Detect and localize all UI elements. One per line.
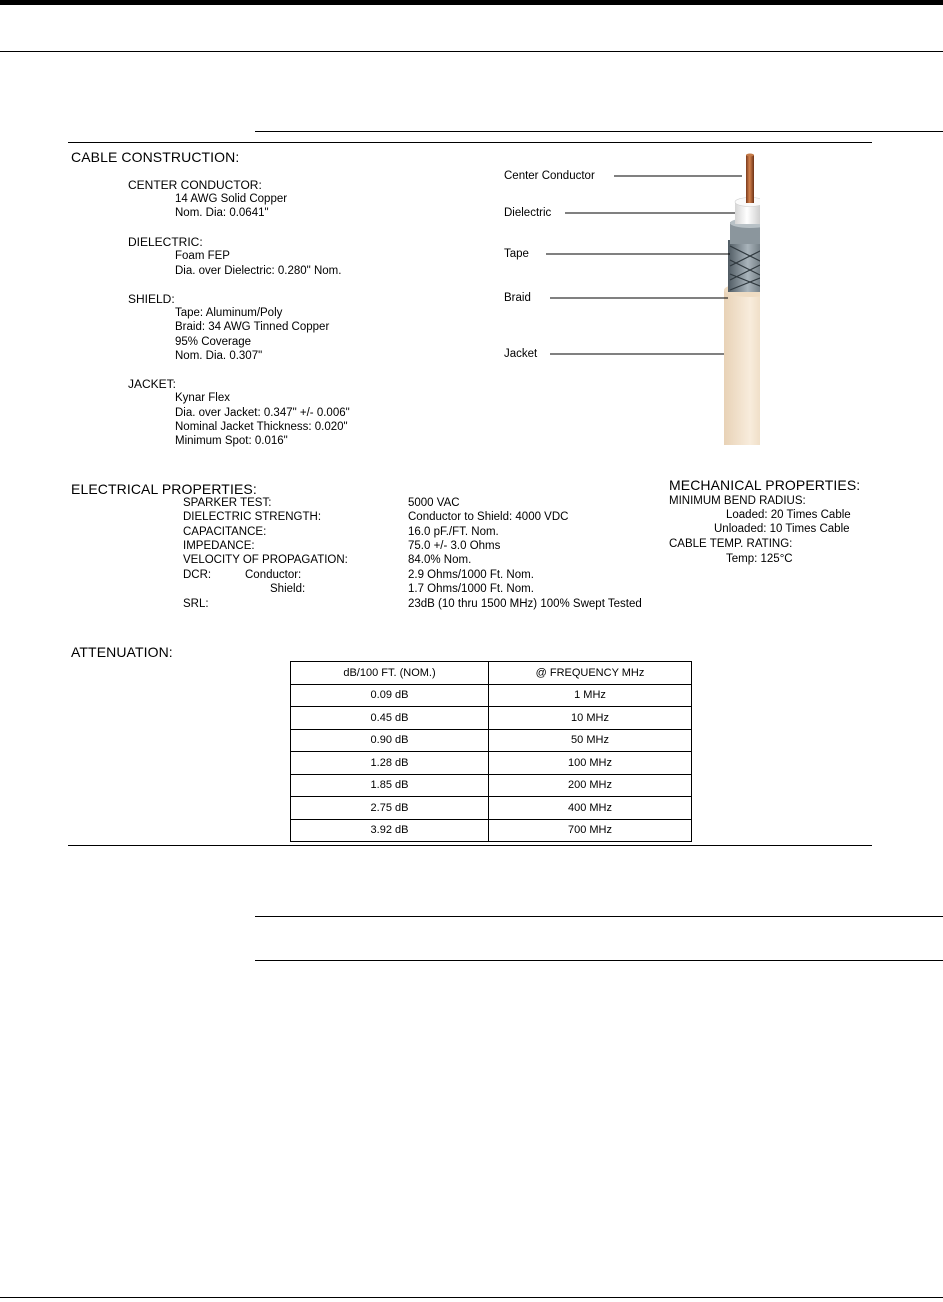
electrical-properties-title: ELECTRICAL PROPERTIES: bbox=[71, 481, 257, 497]
dielectric-line: Foam FEP bbox=[175, 250, 230, 262]
spec-box-bottom-rule bbox=[68, 845, 872, 846]
table-row bbox=[291, 797, 692, 820]
attenuation-table bbox=[290, 661, 692, 842]
spec-top-rule bbox=[255, 131, 943, 132]
srl-value: 23dB (10 thru 1500 MHz) 100% Swept Tested bbox=[408, 598, 642, 610]
electrical-label: SPARKER TEST: bbox=[183, 497, 272, 509]
temp-rating-value: Temp: 125°C bbox=[726, 553, 793, 565]
table-header-row bbox=[291, 662, 692, 685]
conductor-tip bbox=[746, 154, 754, 157]
jacket-line: Kynar Flex bbox=[175, 392, 230, 404]
frequency-cell: 50 MHz bbox=[489, 729, 692, 752]
electrical-label: VELOCITY OF PROPAGATION: bbox=[183, 554, 348, 566]
blank-box-bottom-rule bbox=[255, 960, 943, 961]
jacket-line: Dia. over Jacket: 0.347" +/- 0.006" bbox=[175, 407, 350, 419]
conductor-layer bbox=[746, 155, 754, 203]
electrical-value: 5000 VAC bbox=[408, 497, 460, 509]
electrical-label: CAPACITANCE: bbox=[183, 526, 267, 538]
frequency-cell: 200 MHz bbox=[489, 774, 692, 797]
cable-construction-title: CABLE CONSTRUCTION: bbox=[71, 149, 240, 165]
header-rule bbox=[0, 51, 943, 52]
column-header: @ FREQUENCY MHz bbox=[489, 662, 692, 685]
electrical-label: IMPEDANCE: bbox=[183, 540, 255, 552]
dcr-shield-label: Shield: bbox=[270, 583, 306, 595]
center-conductor-line: 14 AWG Solid Copper bbox=[175, 193, 288, 205]
attenuation-cell: 2.75 dB bbox=[291, 797, 489, 820]
attenuation-cell: 0.09 dB bbox=[291, 684, 489, 707]
table-row bbox=[291, 774, 692, 797]
top-bar bbox=[0, 0, 943, 5]
frequency-cell: 10 MHz bbox=[489, 707, 692, 730]
table-row bbox=[291, 684, 692, 707]
jacket-line: Nominal Jacket Thickness: 0.020" bbox=[175, 421, 348, 433]
shield-line: Tape: Aluminum/Poly bbox=[175, 307, 283, 319]
mechanical-properties-title: MECHANICAL PROPERTIES: bbox=[669, 477, 861, 493]
table-row bbox=[291, 729, 692, 752]
label-jacket: Jacket bbox=[504, 348, 538, 360]
table-row bbox=[291, 752, 692, 775]
electrical-value: Conductor to Shield: 4000 VDC bbox=[408, 511, 569, 523]
jacket-heading: JACKET: bbox=[128, 377, 177, 391]
label-tape: Tape bbox=[504, 248, 529, 260]
attenuation-cell: 0.90 dB bbox=[291, 729, 489, 752]
electrical-value: 16.0 pF./FT. Nom. bbox=[408, 526, 499, 538]
label-center-conductor: Center Conductor bbox=[504, 170, 595, 182]
temp-rating-heading: CABLE TEMP. RATING: bbox=[669, 538, 793, 550]
attenuation-cell: 3.92 dB bbox=[291, 819, 489, 842]
frequency-cell: 700 MHz bbox=[489, 819, 692, 842]
shield-line: Braid: 34 AWG Tinned Copper bbox=[175, 321, 330, 333]
frequency-cell: 100 MHz bbox=[489, 752, 692, 775]
electrical-label: DIELECTRIC STRENGTH: bbox=[183, 511, 322, 523]
center-conductor-line: Nom. Dia: 0.0641" bbox=[175, 207, 269, 219]
attenuation-cell: 1.85 dB bbox=[291, 774, 489, 797]
dcr-shield-value: 1.7 Ohms/1000 Ft. Nom. bbox=[408, 583, 534, 595]
electrical-value: 84.0% Nom. bbox=[408, 554, 472, 566]
jacket-line: Minimum Spot: 0.016" bbox=[175, 435, 288, 447]
electrical-value: 75.0 +/- 3.0 Ohms bbox=[408, 540, 501, 552]
attenuation-cell: 1.28 dB bbox=[291, 752, 489, 775]
jacket-layer bbox=[724, 290, 760, 445]
frequency-cell: 1 MHz bbox=[489, 684, 692, 707]
attenuation-title: ATTENUATION: bbox=[71, 644, 173, 660]
bend-radius-heading: MINIMUM BEND RADIUS: bbox=[669, 495, 806, 507]
dcr-conductor-value: 2.9 Ohms/1000 Ft. Nom. bbox=[408, 569, 534, 581]
attenuation-cell: 0.45 dB bbox=[291, 707, 489, 730]
column-header: dB/100 FT. (NOM.) bbox=[291, 662, 489, 685]
frequency-cell: 400 MHz bbox=[489, 797, 692, 820]
dielectric-heading: DIELECTRIC: bbox=[128, 235, 203, 249]
spec-box-top-rule bbox=[68, 142, 872, 143]
label-braid: Braid bbox=[504, 292, 531, 304]
footer-rule bbox=[0, 1297, 943, 1298]
shield-line: Nom. Dia. 0.307" bbox=[175, 350, 263, 362]
bend-radius-unloaded: Unloaded: 10 Times Cable bbox=[714, 523, 850, 535]
dcr-label: DCR: bbox=[183, 569, 212, 581]
cable-diagram bbox=[490, 150, 760, 445]
blank-box-top-rule bbox=[255, 916, 943, 917]
label-dielectric: Dielectric bbox=[504, 207, 552, 219]
dcr-conductor-label: Conductor: bbox=[245, 569, 302, 581]
table-row bbox=[291, 707, 692, 730]
bend-radius-loaded: Loaded: 20 Times Cable bbox=[726, 509, 851, 521]
shield-line: 95% Coverage bbox=[175, 336, 252, 348]
center-conductor-heading: CENTER CONDUCTOR: bbox=[128, 178, 262, 192]
table-row bbox=[291, 819, 692, 842]
shield-heading: SHIELD: bbox=[128, 292, 175, 306]
srl-label: SRL: bbox=[183, 598, 209, 610]
dielectric-line: Dia. over Dielectric: 0.280" Nom. bbox=[175, 265, 342, 277]
